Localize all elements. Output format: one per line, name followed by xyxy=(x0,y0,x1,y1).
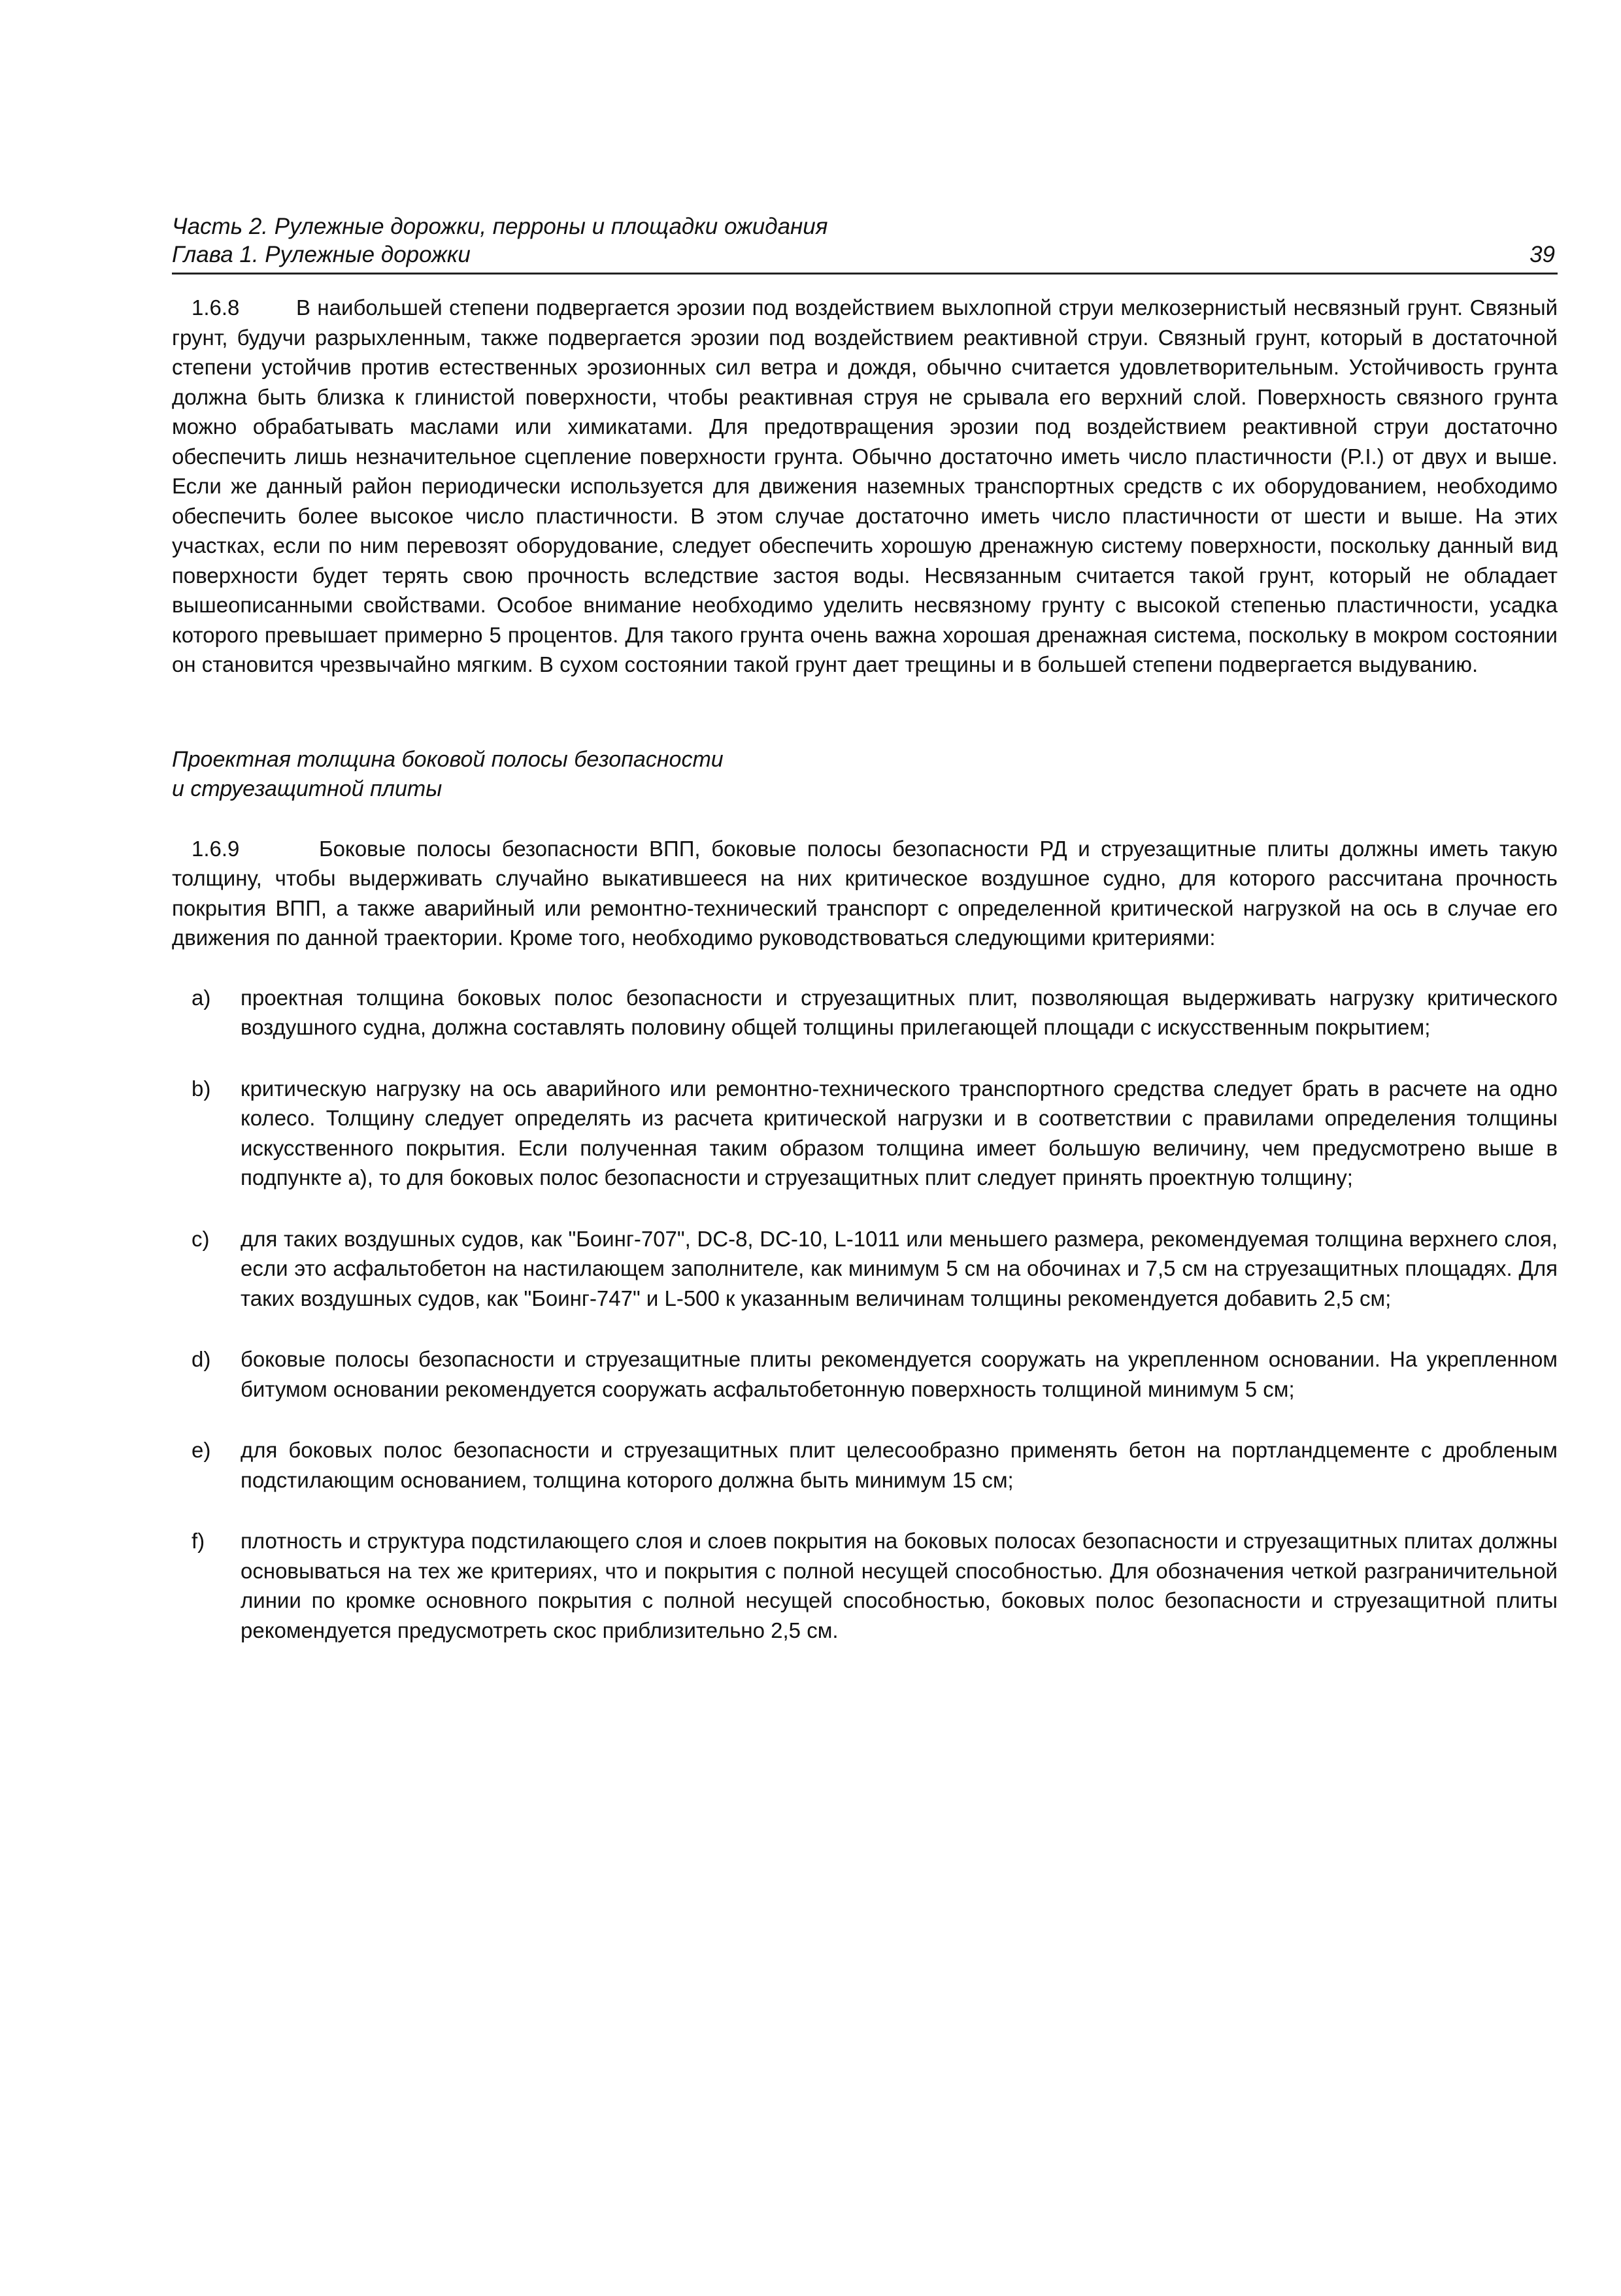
list-item-text: проектная толщина боковых полос безопасности и струезащитных плит, позволяющая выдерживать нагрузку критического воздушного судна, должна составлять половину общей толщины прилегающей площади с искусственным покрытием; xyxy=(241,985,1558,1039)
list-item-text: плотность и структура подстилающего слоя и слоев покрытия на боковых полосах безопасности и струезащитных плитах должны основываться на тех же критериях, что и покрытия с полной несущей способностью. Для обозначения четкой разграничительной линии по кромке основного покрытия с полной несущей способностью, боковых полос безопасности и струезащитной плиты рекомендуется предусмотреть скос приблизительно 2,5 см. xyxy=(241,1529,1558,1642)
list-marker: b) xyxy=(192,1076,211,1101)
criteria-item-e xyxy=(172,1435,1558,1495)
criteria-item-c xyxy=(172,1224,1558,1314)
list-item-text: для таких воздушных судов, как "Боинг-707", DC-8, DC-10, L-1011 или меньшего размера, рекомендуемая толщина верхнего слоя, если это асфальтобетон на настилающем заполнителе, как минимум 5 см на обочинах и 7,5 см на струезащитных площадях. Для таких воздушных судов, как "Боинг-747" и L-500 к указанным величинам толщины рекомендуется добавить 2,5 см; xyxy=(241,1226,1558,1310)
list-marker: e) xyxy=(192,1438,211,1462)
section-1-6-8 xyxy=(172,293,1558,680)
header-chapter-title: Глава 1. Рулежные дорожки xyxy=(172,242,471,267)
criteria-item-b xyxy=(172,1074,1558,1193)
section-1-6-9 xyxy=(172,834,1558,1646)
criteria-item-d xyxy=(172,1344,1558,1404)
list-marker: d) xyxy=(192,1347,211,1371)
page-number: 39 xyxy=(1529,242,1555,267)
list-item-text: критическую нагрузку на ось аварийного или ремонтно-технического транспортного средства следует брать в расчете на одно колесо. Толщину следует определять из расчета критической нагрузки и в соответствии с правилами определения толщины искусственного покрытия. Если полученная таким образом толщина имеет большую величину, чем предусмотрено выше в подпункте а), то для боковых полос безопасности и струезащитных плит следует принять проектную толщину; xyxy=(241,1076,1558,1190)
list-marker: f) xyxy=(192,1529,205,1553)
paragraph-1-6-9 xyxy=(172,834,1558,953)
list-marker: c) xyxy=(192,1226,210,1251)
paragraph-1-6-8 xyxy=(172,293,1558,680)
section-heading-line-2: и струезащитной плиты xyxy=(172,776,443,801)
list-marker: a) xyxy=(192,985,211,1010)
list-item-text: для боковых полос безопасности и струезащитных плит целесообразно применять бетон на портландцементе с дробленым подстилающим основанием, толщина которого должна быть минимум 15 см; xyxy=(241,1438,1558,1492)
paragraph-number: 1.6.8 xyxy=(192,295,240,320)
paragraph-text: В наибольшей степени подвергается эрозии под воздействием выхлопной струи мелкозернистый несвязный грунт. Связный грунт, будучи разрыхленным, также подвергается эрозии под воздействием реактивной струи. Связный грунт, который в достаточной степени устойчив против естественных эрозионных сил ветра и дождя, обычно считается удовлетворительным. Устойчивость грунта должна быть близка к глинистой поверхности, чтобы реактивная струя не срывала его верхний слой. Поверхность связного грунта можно обрабатывать маслами или химикатами. Для предотвращения эрозии под воздействием реактивной струи достаточно обеспечить лишь незначительное сцепление поверхности грунта. Обычно достаточно иметь число пластичности (P.I.) от двух и выше. Если же данный район периодически используется для движения наземных транспортных средств с их оборудованием, необходимо обеспечить более высокое число пластичности. В этом случае достаточно иметь число пластичности от шести и выше. На этих участках, если по ним перевозят оборудование, следует обеспечить хорошую дренажную систему поверхности, поскольку данный вид поверхности будет терять свою прочность вследствие застоя воды. Несвязанным считается такой грунт, который не обладает вышеописанными свойствами. Особое внимание необходимо уделить несвязному грунту с высокой степенью пластичности, усадка которого превышает примерно 5 процентов. Для такого грунта очень важна хорошая дренажная система, поскольку в мокром состоянии он становится чрезвычайно мягким. В сухом состоянии такой грунт дает трещины и в большей степени подвергается выдуванию. xyxy=(172,295,1558,676)
document-page xyxy=(172,212,1558,1645)
list-item-text: боковые полосы безопасности и струезащитные плиты рекомендуется сооружать на укрепленном основании. На укрепленном битумом основании рекомендуется сооружать асфальтобетонную поверхность толщиной минимум 5 см; xyxy=(241,1347,1558,1401)
criteria-item-f xyxy=(172,1526,1558,1645)
paragraph-number: 1.6.9 xyxy=(192,836,240,861)
section-heading-line-1: Проектная толщина боковой полосы безопасности xyxy=(172,746,724,772)
criteria-item-a xyxy=(172,983,1558,1042)
criteria-list xyxy=(172,983,1558,1646)
section-heading xyxy=(172,745,1558,804)
paragraph-text: Боковые полосы безопасности ВПП, боковые полосы безопасности РД и струезащитные плиты должны иметь такую толщину, чтобы выдерживать случайно выкатившееся на них критическое воздушное судно, для которого рассчитана прочность покрытия ВПП, а также аварийный или ремонтно-технический транспорт с определенной критической нагрузкой на ось в случае его движения по данной траектории. Кроме того, необходимо руководствоваться следующими критериями: xyxy=(172,836,1558,950)
header-part-title: Часть 2. Рулежные дорожки, перроны и площадки ожидания xyxy=(172,214,828,239)
running-header xyxy=(172,212,1558,275)
